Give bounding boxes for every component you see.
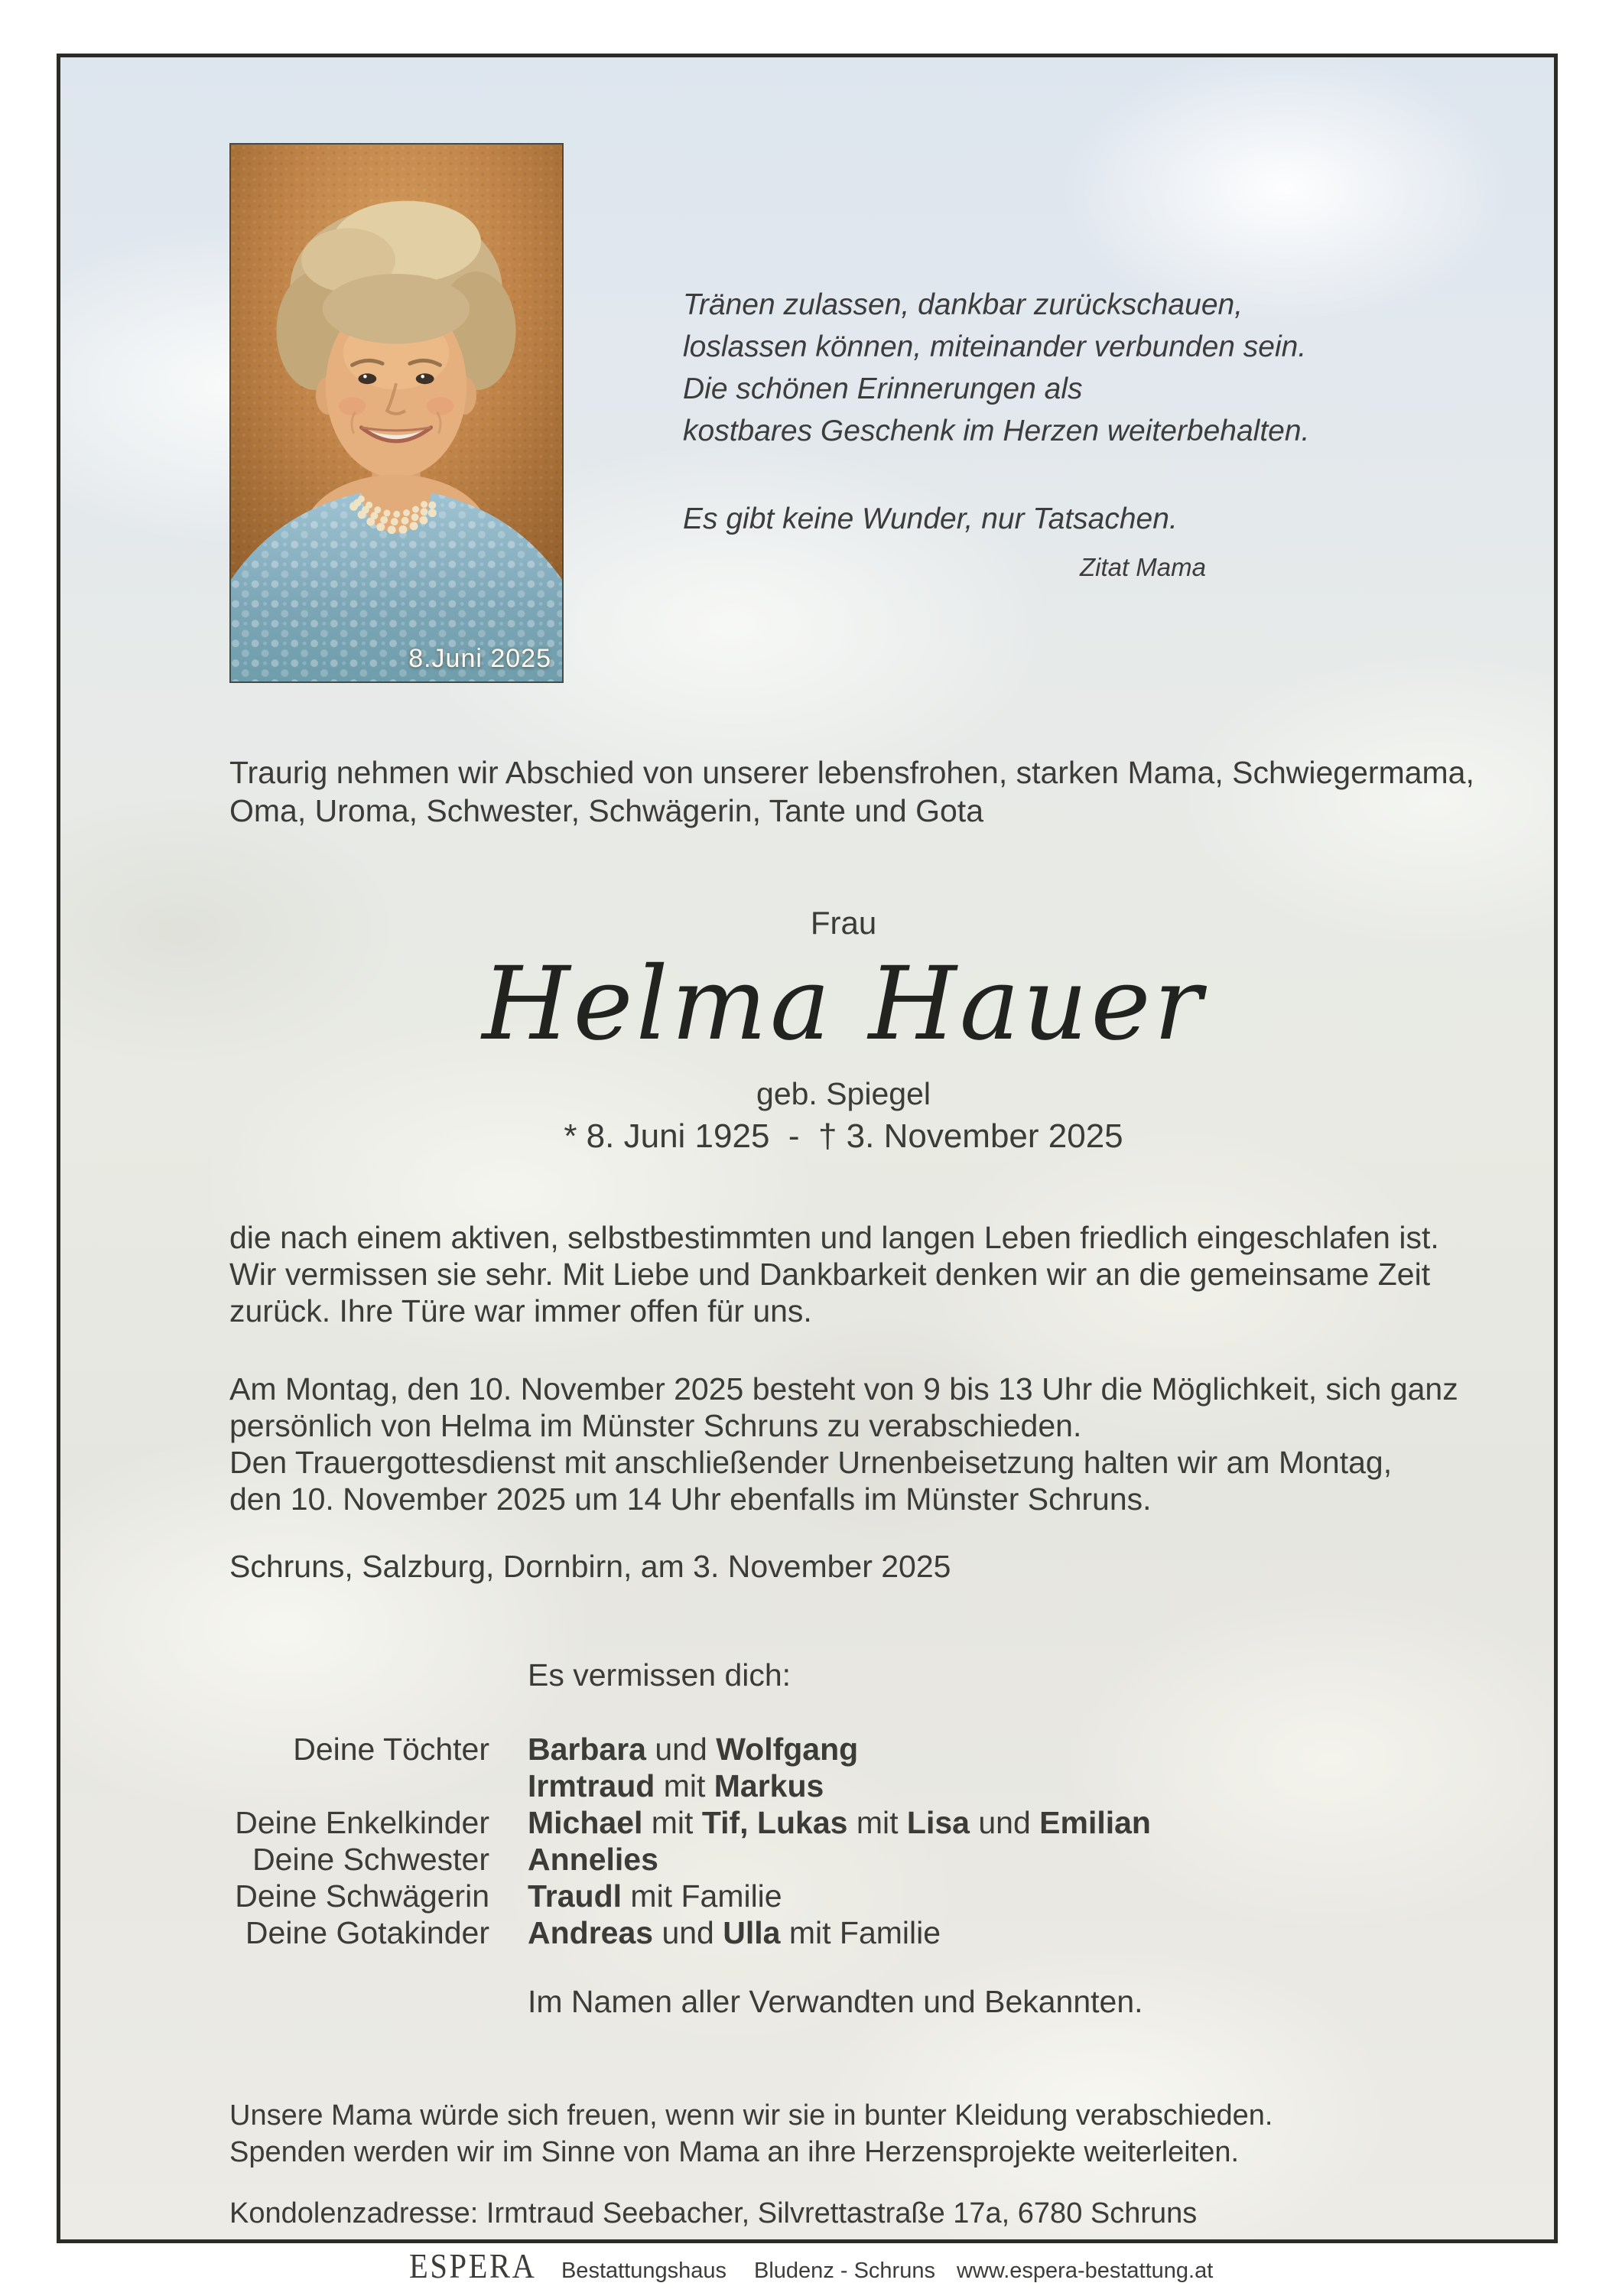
obituary-line: Am Montag, den 10. November 2025 besteht von 9 bis 13 Uhr die Möglichkeit, sich ganz (229, 1371, 1458, 1407)
funeral-home-footer (0, 2246, 1622, 2293)
portrait-photo (229, 143, 564, 683)
place-dateline: Schruns, Salzburg, Dornbirn, am 3. November 2025 (229, 1549, 951, 1584)
quote-line: Tränen zulassen, dankbar zurückschauen, (683, 288, 1243, 321)
opening-quote (683, 284, 1309, 452)
name-segment: Annelies (528, 1842, 658, 1877)
mourner-names (528, 1731, 858, 1768)
name-segment: Andreas (528, 1915, 654, 1950)
obituary-line: Den Trauergottesdienst mit anschließender Urnenbeisetzung halten wir am Montag, (229, 1445, 1393, 1480)
name-segment: und (653, 1915, 723, 1950)
mourners-list (229, 1731, 1438, 1951)
name-segment: mit (655, 1768, 714, 1803)
quote-aphorism: Es gibt keine Wunder, nur Tatsachen. (683, 502, 1178, 535)
mourners-title: Es vermissen dich: (528, 1657, 791, 1693)
intro-paragraph (229, 753, 1474, 830)
quote-line: Die schönen Erinnerungen als (683, 372, 1083, 405)
mourner-names (528, 1841, 658, 1878)
obituary-line: den 10. November 2025 um 14 Uhr ebenfalls im Münster Schruns. (229, 1481, 1152, 1517)
name-segment: Wolfgang (716, 1732, 859, 1767)
maiden-name: geb. Spiegel (756, 1076, 931, 1111)
salutation: Frau (810, 905, 877, 941)
quote-line: kostbares Geschenk im Herzen weiterbehalten. (683, 415, 1310, 447)
mourner-row (229, 1804, 1438, 1841)
donation-note-line: Spenden werden wir im Sinne von Mama an ihre Herzensprojekte weiterleiten. (229, 2136, 1240, 2168)
mourner-row (229, 1841, 1438, 1878)
mourner-row (229, 1914, 1438, 1951)
name-segment: mit (847, 1805, 907, 1840)
mourners-closing: Im Namen aller Verwandten und Bekannten. (528, 1984, 1143, 2019)
name-segment: und (645, 1732, 717, 1767)
dress-note-line: Unsere Mama würde sich freuen, wenn wir sie in bunter Kleidung verabschieden. (229, 2099, 1273, 2132)
mourner-row (229, 1878, 1438, 1914)
name-segment: Tif, Lukas (701, 1805, 848, 1840)
name-segment: mit Familie (622, 1878, 782, 1914)
photo-date-label: 8.Juni 2025 (408, 644, 551, 673)
quote-attribution: Zitat Mama (1079, 553, 1206, 581)
obituary-paragraph-1 (229, 1219, 1439, 1329)
heading-block (229, 903, 1458, 1159)
portrait-illustration (231, 145, 562, 681)
name-segment: Markus (713, 1768, 824, 1803)
name-segment: Ulla (723, 1915, 781, 1950)
brand-location: Bludenz - Schruns (754, 2259, 935, 2283)
name-segment: Irmtraud (528, 1768, 655, 1803)
mourner-label: Deine Schwester (252, 1842, 489, 1877)
name-segment: Barbara (528, 1732, 646, 1767)
obituary-line: persönlich von Helma im Münster Schruns zu verabschieden. (229, 1408, 1082, 1443)
deceased-name: Helma Hauer (482, 945, 1205, 1063)
obituary-line: zurück. Ihre Türe war immer offen für uns. (229, 1293, 812, 1328)
obituary-line: Wir vermissen sie sehr. Mit Liebe und Dankbarkeit denken wir an die gemeinsame Zeit (229, 1257, 1431, 1292)
intro-line: Oma, Uroma, Schwester, Schwägerin, Tante und Gota (229, 793, 984, 828)
mourner-row (229, 1768, 1438, 1804)
name-segment: mit Familie (780, 1915, 941, 1950)
name-segment: Traudl (528, 1878, 622, 1914)
quote-line: loslassen können, miteinander verbunden sein. (683, 330, 1307, 363)
family-notes (229, 2097, 1273, 2171)
brand-logo: ESPERA (408, 2246, 537, 2285)
mourner-names (528, 1878, 782, 1914)
mourner-label (229, 1768, 489, 1804)
mourner-label: Deine Töchter (293, 1732, 489, 1767)
mourner-names (528, 1914, 941, 1951)
name-segment: Emilian (1039, 1805, 1151, 1840)
life-dates: * 8. Juni 1925 - † 3. November 2025 (564, 1117, 1123, 1155)
mourner-label: Deine Enkelkinder (235, 1805, 489, 1840)
name-segment: Michael (528, 1805, 643, 1840)
brand-website: www.espera-bestattung.at (956, 2259, 1214, 2283)
name-segment: Lisa (906, 1805, 970, 1840)
name-segment: mit (642, 1805, 702, 1840)
obituary-line: die nach einem aktiven, selbstbestimmten und langen Leben friedlich eingeschlafen ist. (229, 1220, 1439, 1255)
mourner-names (528, 1768, 824, 1804)
intro-line: Traurig nehmen wir Abschied von unserer lebensfrohen, starken Mama, Schwiegermama, (229, 755, 1474, 790)
mourner-row (229, 1731, 1438, 1768)
name-segment: und (969, 1805, 1040, 1840)
obituary-paragraph-2 (229, 1371, 1458, 1517)
mourner-names (528, 1804, 1151, 1841)
brand-type: Bestattungshaus (561, 2259, 727, 2283)
mourner-label: Deine Schwägerin (235, 1878, 489, 1914)
condolence-address: Kondolenzadresse: Irmtraud Seebacher, Silvrettastraße 17a, 6780 Schruns (229, 2197, 1198, 2229)
mourner-label: Deine Gotakinder (245, 1915, 489, 1950)
